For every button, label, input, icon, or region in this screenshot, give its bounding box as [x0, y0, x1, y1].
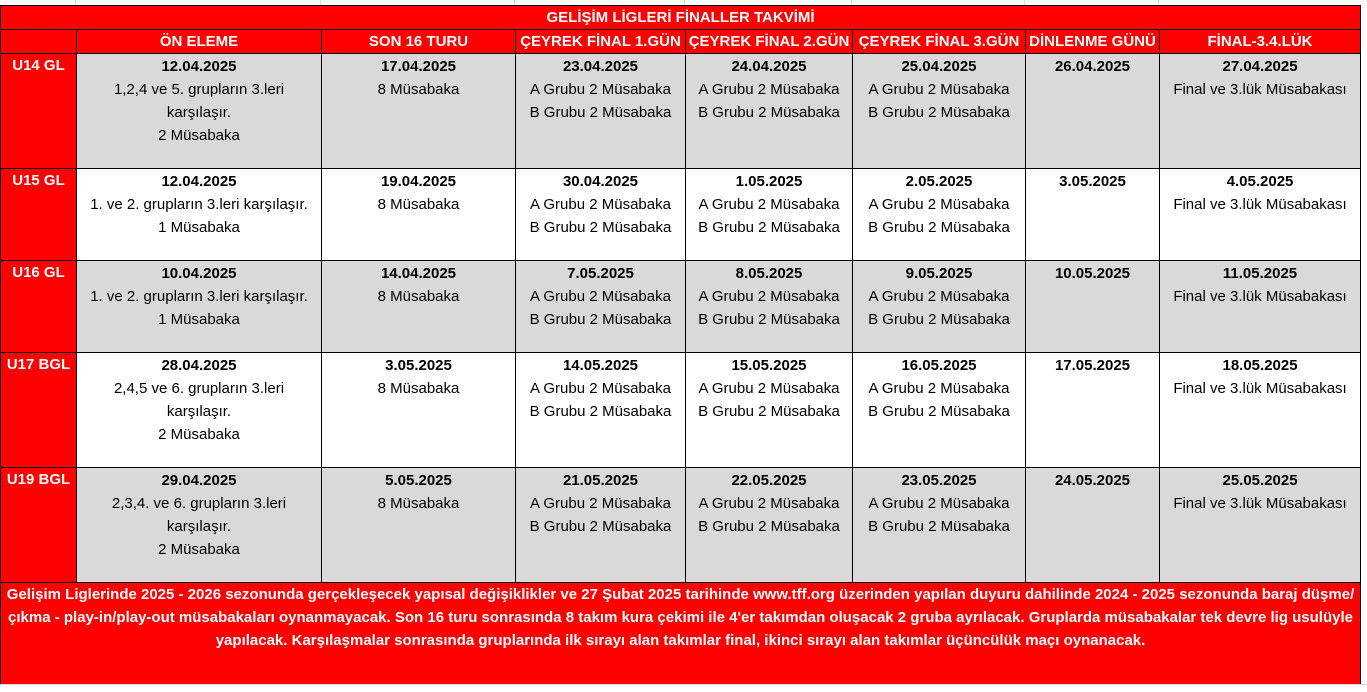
- cell-text-line: A Grubu 2 Müsabaka: [698, 196, 840, 213]
- cell-text-line: A Grubu 2 Müsabaka: [698, 380, 840, 397]
- cell-date: 29.04.2025: [161, 472, 237, 489]
- table-row: [1, 169, 1361, 261]
- schedule-cell[interactable]: [1160, 468, 1361, 583]
- schedule-cell[interactable]: [1026, 54, 1160, 169]
- cell-text-line: 1 Müsabaka: [158, 219, 240, 236]
- cell-text-line: A Grubu 2 Müsabaka: [868, 288, 1010, 305]
- schedule-cell[interactable]: [516, 261, 686, 353]
- table-row: [1, 353, 1361, 468]
- table-row: [1, 468, 1361, 583]
- column-header[interactable]: ÇEYREK FİNAL 2.GÜN: [686, 30, 853, 54]
- cell-text-line: 8 Müsabaka: [377, 495, 460, 512]
- cell-date: 10.05.2025: [1054, 265, 1131, 282]
- schedule-cell[interactable]: [1160, 353, 1361, 468]
- cell-text-line: B Grubu 2 Müsabaka: [868, 219, 1010, 236]
- cell-text-line: A Grubu 2 Müsabaka: [530, 81, 671, 98]
- cell-text-line: Final ve 3.lük Müsabakası: [1173, 380, 1347, 397]
- cell-text-line: A Grubu 2 Müsabaka: [698, 495, 840, 512]
- cell-date: 3.05.2025: [385, 357, 452, 374]
- schedule-cell[interactable]: [1160, 54, 1361, 169]
- cell-text-line: B Grubu 2 Müsabaka: [868, 311, 1010, 328]
- schedule-cell[interactable]: [77, 261, 322, 353]
- schedule-cell[interactable]: [77, 468, 322, 583]
- cell-text-line: A Grubu 2 Müsabaka: [698, 288, 840, 305]
- cell-date: 14.04.2025: [380, 265, 457, 282]
- cell-date: 14.05.2025: [562, 357, 639, 374]
- cell-text-line: A Grubu 2 Müsabaka: [530, 380, 671, 397]
- row-label[interactable]: U16 GL: [1, 261, 77, 353]
- cell-date: 4.05.2025: [1226, 173, 1294, 190]
- cell-text-line: karşılaşır.: [166, 403, 232, 420]
- schedule-cell[interactable]: [516, 353, 686, 468]
- cell-text-line: B Grubu 2 Müsabaka: [698, 104, 840, 121]
- cell-text-line: B Grubu 2 Müsabaka: [529, 403, 672, 420]
- cell-text-line: B Grubu 2 Müsabaka: [529, 311, 672, 328]
- cell-date: 23.04.2025: [562, 58, 639, 75]
- cell-date: 27.04.2025: [1222, 58, 1298, 75]
- note-row: [1, 583, 1361, 691]
- cell-text-line: 1. ve 2. grupların 3.leri karşılaşır.: [90, 288, 308, 305]
- cell-date: 1.05.2025: [735, 173, 803, 190]
- cell-date: 28.04.2025: [161, 357, 237, 374]
- cell-date: 12.04.2025: [161, 173, 237, 190]
- cell-date: 3.05.2025: [1059, 173, 1126, 190]
- cell-text-line: 8 Müsabaka: [377, 81, 460, 98]
- table-row: [1, 54, 1361, 169]
- cell-text-line: 8 Müsabaka: [377, 196, 460, 213]
- schedule-cell[interactable]: [853, 353, 1026, 468]
- cell-text-line: 2 Müsabaka: [158, 127, 240, 144]
- cell-text-line: karşılaşır.: [166, 518, 232, 535]
- schedule-cell[interactable]: [322, 468, 516, 583]
- cell-date: 12.04.2025: [161, 58, 237, 75]
- cell-text-line: B Grubu 2 Müsabaka: [698, 219, 840, 236]
- cell-date: 24.05.2025: [1054, 472, 1131, 489]
- cell-text-line: A Grubu 2 Müsabaka: [868, 495, 1010, 512]
- schedule-cell[interactable]: [77, 54, 322, 169]
- schedule-cell[interactable]: [686, 169, 853, 261]
- cell-text-line: A Grubu 2 Müsabaka: [868, 81, 1010, 98]
- row-label[interactable]: U19 BGL: [1, 468, 77, 583]
- cell-date: 7.05.2025: [567, 265, 634, 282]
- cell-text-line: B Grubu 2 Müsabaka: [529, 219, 672, 236]
- cell-text-line: B Grubu 2 Müsabaka: [868, 403, 1010, 420]
- schedule-cell[interactable]: [686, 353, 853, 468]
- cell-date: 22.05.2025: [731, 472, 807, 489]
- table-title[interactable]: GELİŞİM LİGLERİ FİNALLER TAKVİMİ: [1, 6, 1361, 30]
- cell-date: 11.05.2025: [1222, 265, 1298, 282]
- cell-date: 21.05.2025: [562, 472, 639, 489]
- cell-text-line: A Grubu 2 Müsabaka: [698, 81, 840, 98]
- cell-text-line: Final ve 3.lük Müsabakası: [1173, 288, 1347, 305]
- cell-date: 23.05.2025: [901, 472, 977, 489]
- schedule-cell[interactable]: [686, 468, 853, 583]
- cell-date: 9.05.2025: [905, 265, 973, 282]
- schedule-cell[interactable]: [322, 353, 516, 468]
- cell-text-line: A Grubu 2 Müsabaka: [530, 288, 671, 305]
- column-header[interactable]: SON 16 TURU: [322, 30, 516, 54]
- cell-text-line: B Grubu 2 Müsabaka: [698, 518, 840, 535]
- cell-text-line: B Grubu 2 Müsabaka: [868, 518, 1010, 535]
- cell-date: 17.05.2025: [1054, 357, 1131, 374]
- cell-text-line: Final ve 3.lük Müsabakası: [1173, 81, 1347, 98]
- cell-text-line: B Grubu 2 Müsabaka: [698, 403, 840, 420]
- cell-text-line: B Grubu 2 Müsabaka: [529, 518, 672, 535]
- schedule-cell[interactable]: [686, 261, 853, 353]
- cell-text-line: A Grubu 2 Müsabaka: [530, 196, 671, 213]
- cell-date: 24.04.2025: [731, 58, 807, 75]
- cell-date: 5.05.2025: [385, 472, 452, 489]
- cell-text-line: 1. ve 2. grupların 3.leri karşılaşır.: [90, 196, 308, 213]
- schedule-cell[interactable]: [322, 169, 516, 261]
- schedule-cell[interactable]: [77, 353, 322, 468]
- schedule-cell[interactable]: [516, 54, 686, 169]
- cell-date: 10.04.2025: [161, 265, 237, 282]
- cell-text-line: B Grubu 2 Müsabaka: [529, 104, 672, 121]
- column-header[interactable]: FİNAL-3.4.LÜK: [1160, 30, 1361, 54]
- schedule-cell[interactable]: [1026, 353, 1160, 468]
- cell-text-line: 8 Müsabaka: [377, 288, 460, 305]
- cell-date: 25.04.2025: [901, 58, 977, 75]
- cell-date: 19.04.2025: [380, 173, 457, 190]
- schedule-cell[interactable]: [1160, 261, 1361, 353]
- cell-date: 18.05.2025: [1222, 357, 1298, 374]
- schedule-cell[interactable]: [77, 169, 322, 261]
- row-label[interactable]: U15 GL: [1, 169, 77, 261]
- finals-schedule-table: [0, 5, 1361, 691]
- cell-date: 15.05.2025: [731, 357, 807, 374]
- cell-text-line: 1,2,4 ve 5. grupların 3.leri: [113, 81, 285, 98]
- schedule-cell[interactable]: [1160, 169, 1361, 261]
- cell-text-line: 2 Müsabaka: [158, 541, 240, 558]
- column-header[interactable]: ÇEYREK FİNAL 3.GÜN: [853, 30, 1026, 54]
- cell-text-line: Final ve 3.lük Müsabakası: [1173, 196, 1347, 213]
- cell-text-line: 2 Müsabaka: [158, 426, 240, 443]
- cell-date: 16.05.2025: [901, 357, 977, 374]
- schedule-cell[interactable]: [516, 169, 686, 261]
- cell-text-line: Final ve 3.lük Müsabakası: [1173, 495, 1347, 512]
- schedule-cell[interactable]: [853, 261, 1026, 353]
- cell-date: 8.05.2025: [735, 265, 803, 282]
- cell-text-line: B Grubu 2 Müsabaka: [698, 311, 840, 328]
- cell-date: 17.04.2025: [380, 58, 457, 75]
- cell-text-line: A Grubu 2 Müsabaka: [868, 380, 1010, 397]
- schedule-cell[interactable]: [686, 54, 853, 169]
- cell-text-line: karşılaşır.: [166, 104, 232, 121]
- cell-date: 25.05.2025: [1222, 472, 1298, 489]
- column-header[interactable]: ÇEYREK FİNAL 1.GÜN: [516, 30, 686, 54]
- row-label[interactable]: U17 BGL: [1, 353, 77, 468]
- cell-date: 2.05.2025: [905, 173, 973, 190]
- cell-text-line: 8 Müsabaka: [377, 380, 460, 397]
- schedule-cell[interactable]: [853, 169, 1026, 261]
- cell-text-line: 2,4,5 ve 6. grupların 3.leri: [113, 380, 285, 397]
- cell-text-line: 1 Müsabaka: [158, 311, 240, 328]
- schedule-cell[interactable]: [322, 54, 516, 169]
- schedule-cell[interactable]: [322, 261, 516, 353]
- schedule-cell[interactable]: [1026, 169, 1160, 261]
- cell-text-line: B Grubu 2 Müsabaka: [868, 104, 1010, 121]
- column-header[interactable]: ÖN ELEME: [77, 30, 322, 54]
- cell-date: 30.04.2025: [562, 173, 639, 190]
- cell-text-line: A Grubu 2 Müsabaka: [868, 196, 1010, 213]
- row-label[interactable]: U14 GL: [1, 54, 77, 169]
- schedule-cell[interactable]: [1026, 468, 1160, 583]
- cell-text-line: 2,3,4. ve 6. grupların 3.leri: [111, 495, 287, 512]
- schedule-cell[interactable]: [516, 468, 686, 583]
- schedule-cell[interactable]: [853, 468, 1026, 583]
- cell-text-line: A Grubu 2 Müsabaka: [530, 495, 671, 512]
- column-header[interactable]: DİNLENME GÜNÜ: [1026, 30, 1160, 54]
- corner-cell[interactable]: [1, 30, 77, 54]
- schedule-cell[interactable]: [853, 54, 1026, 169]
- table-row: [1, 261, 1361, 353]
- schedule-cell[interactable]: [1026, 261, 1160, 353]
- cell-date: 26.04.2025: [1054, 58, 1131, 75]
- season-note[interactable]: Gelişim Liglerinde 2025 - 2026 sezonunda gerçekleşecek yapısal değişiklikler ve 27 Şubat 2025 tarihinde www.tff.org üzerinden yapılan duyuru dahilinde 2024 - 2025 sezonunda baraj düşme/çıkma - play-in/play-out müsabakaları oynanmayacak. Son 16 turu sonrasında 8 takım kura çekimi ile 4'er takımdan oluşacak 2 gruba ayrılacak. Gruplarda müsabakalar tek devre lig usulüyle yapılacak. Karşılaşmalar sonrasında gruplarında ilk sırayı alan takımlar final, ikinci sırayı alan takımlar üçüncülük maçı oynanacak.: [1, 583, 1361, 691]
